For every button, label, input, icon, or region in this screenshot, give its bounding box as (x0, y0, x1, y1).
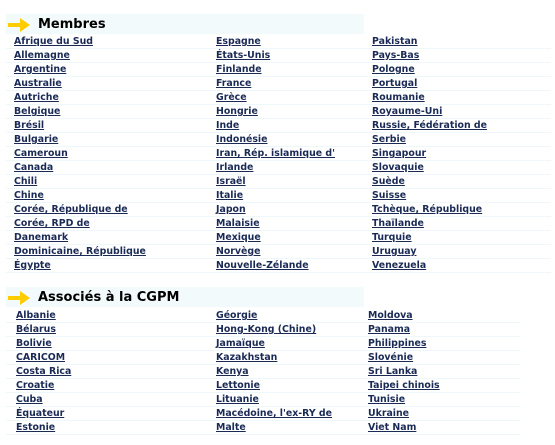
country-link[interactable]: Hongrie (208, 105, 364, 119)
country-link[interactable]: Danemark (6, 231, 208, 245)
country-link[interactable]: Mexique (208, 231, 364, 245)
associates-section (6, 287, 520, 435)
country-link[interactable]: Portugal (364, 77, 551, 91)
arrow-right-icon (8, 291, 30, 305)
country-link[interactable]: Slovaquie (364, 161, 551, 175)
country-link[interactable]: Bélarus (6, 323, 206, 337)
country-link[interactable]: Ukraine (358, 407, 520, 421)
country-link[interactable]: États-Unis (208, 49, 364, 63)
country-link[interactable]: Pologne (364, 63, 551, 77)
country-link[interactable]: Hong-Kong (Chine) (206, 323, 358, 337)
country-link[interactable]: Pays-Bas (364, 49, 551, 63)
country-link[interactable]: Cuba (6, 393, 206, 407)
country-link[interactable]: Philippines (358, 337, 520, 351)
country-link[interactable]: Autriche (6, 91, 208, 105)
country-link[interactable]: Norvège (208, 245, 364, 259)
country-link[interactable]: Indonésie (208, 133, 364, 147)
country-link[interactable]: Japon (208, 203, 364, 217)
country-link[interactable]: Slovénie (358, 351, 520, 365)
country-link[interactable]: Afrique du Sud (6, 35, 208, 49)
country-link[interactable]: Finlande (208, 63, 364, 77)
country-link[interactable]: Tunisie (358, 393, 520, 407)
country-link[interactable]: Irlande (208, 161, 364, 175)
country-link[interactable]: CARICOM (6, 351, 206, 365)
country-link[interactable]: Singapour (364, 147, 551, 161)
country-link[interactable]: Bulgarie (6, 133, 208, 147)
country-link[interactable]: Iran, Rép. islamique d' (208, 147, 364, 161)
associates-country-grid (6, 309, 520, 435)
country-link[interactable]: Russie, Fédération de (364, 119, 551, 133)
country-link[interactable]: Royaume-Uni (364, 105, 551, 119)
country-link[interactable]: Chili (6, 175, 208, 189)
members-country-grid (6, 35, 551, 273)
country-link[interactable]: Albanie (6, 309, 206, 323)
country-link[interactable]: Allemagne (6, 49, 208, 63)
country-link[interactable]: Bolivie (6, 337, 206, 351)
country-link[interactable]: Viet Nam (358, 421, 520, 435)
country-link[interactable]: Moldova (358, 309, 520, 323)
country-link[interactable]: Malaisie (208, 217, 364, 231)
country-link[interactable]: Turquie (364, 231, 551, 245)
country-link[interactable]: Canada (6, 161, 208, 175)
country-link[interactable]: Estonie (6, 421, 206, 435)
country-link[interactable]: Malte (206, 421, 358, 435)
country-link[interactable]: France (208, 77, 364, 91)
arrow-right-icon (8, 18, 30, 32)
associates-title: Associés à la CGPM (38, 290, 180, 305)
country-link[interactable]: Brésil (6, 119, 208, 133)
country-link[interactable]: Roumanie (364, 91, 551, 105)
country-link[interactable]: Espagne (208, 35, 364, 49)
country-link[interactable]: Thaïlande (364, 217, 551, 231)
country-link[interactable]: Croatie (6, 379, 206, 393)
country-link[interactable]: Australie (6, 77, 208, 91)
country-link[interactable]: Kazakhstan (206, 351, 358, 365)
country-link[interactable]: Dominicaine, République (6, 245, 208, 259)
country-link[interactable]: Serbie (364, 133, 551, 147)
country-link[interactable]: Égypte (6, 259, 208, 273)
country-link[interactable]: Costa Rica (6, 365, 206, 379)
country-link[interactable]: Macédoine, l'ex-RY de (206, 407, 358, 421)
country-link[interactable]: Corée, RPD de (6, 217, 208, 231)
country-link[interactable]: Sri Lanka (358, 365, 520, 379)
members-section (6, 14, 551, 273)
country-link[interactable]: Lituanie (206, 393, 358, 407)
country-link[interactable]: Tchèque, République (364, 203, 551, 217)
members-header (6, 14, 364, 34)
country-link[interactable]: Uruguay (364, 245, 551, 259)
country-link[interactable]: Venezuela (364, 259, 551, 273)
country-link[interactable]: Grèce (208, 91, 364, 105)
country-link[interactable]: Corée, République de (6, 203, 208, 217)
country-link[interactable]: Lettonie (206, 379, 358, 393)
associates-header (6, 287, 364, 307)
country-link[interactable]: Argentine (6, 63, 208, 77)
country-link[interactable]: Suisse (364, 189, 551, 203)
country-link[interactable]: Pakistan (364, 35, 551, 49)
country-link[interactable]: Cameroun (6, 147, 208, 161)
country-link[interactable]: Italie (208, 189, 364, 203)
country-link[interactable]: Panama (358, 323, 520, 337)
country-link[interactable]: Équateur (6, 407, 206, 421)
members-title: Membres (38, 17, 106, 32)
country-link[interactable]: Chine (6, 189, 208, 203)
country-link[interactable]: Israël (208, 175, 364, 189)
country-link[interactable]: Jamaïque (206, 337, 358, 351)
country-link[interactable]: Géorgie (206, 309, 358, 323)
country-link[interactable]: Nouvelle-Zélande (208, 259, 364, 273)
country-link[interactable]: Kenya (206, 365, 358, 379)
country-link[interactable]: Suède (364, 175, 551, 189)
country-link[interactable]: Taipei chinois (358, 379, 520, 393)
country-link[interactable]: Inde (208, 119, 364, 133)
country-link[interactable]: Belgique (6, 105, 208, 119)
